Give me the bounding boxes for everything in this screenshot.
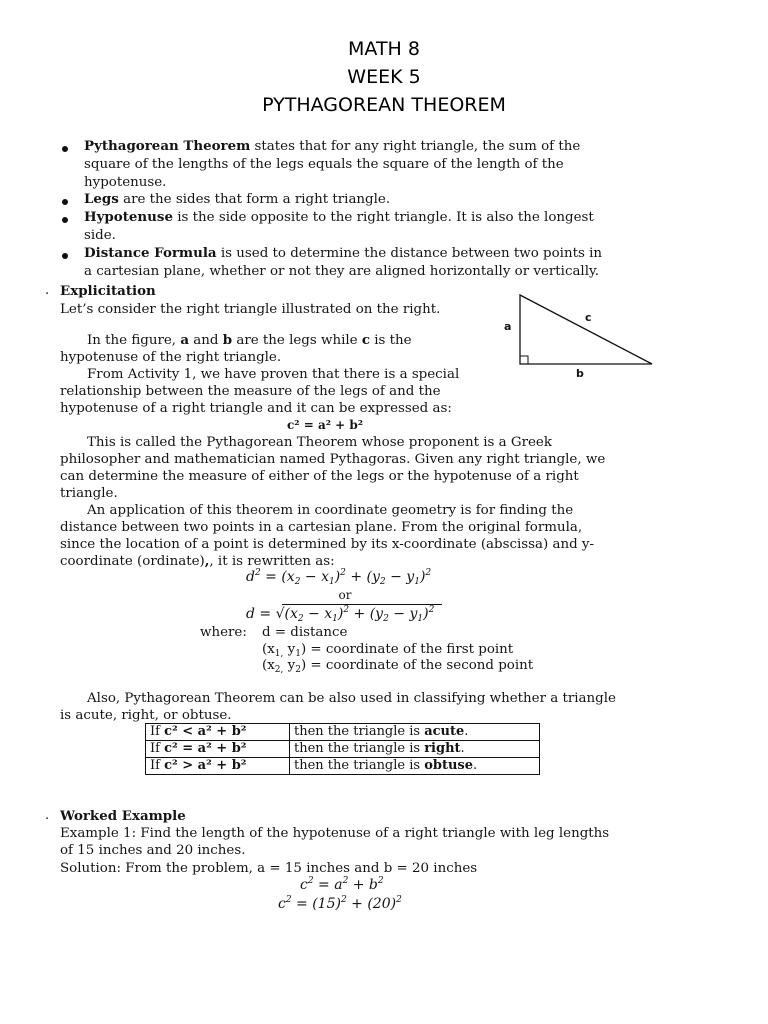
paragraph-line: triangle. — [60, 486, 118, 501]
solution-equation: $c^2 = a^2 + b^2$ — [300, 876, 384, 893]
where-label: where: — [200, 625, 247, 640]
paragraph-line: In the figure, a and b are the legs while c is the — [87, 332, 412, 348]
table-cell-condition: If c² > a² + b² — [146, 758, 290, 775]
table-cell-condition: If c² = a² + b² — [146, 741, 290, 758]
definition-item — [84, 209, 594, 227]
paragraph-line: relationship between the measure of the legs of and the — [60, 384, 441, 399]
bullet-dot-icon — [62, 146, 68, 152]
table-row — [146, 724, 540, 741]
or-label: or — [338, 588, 352, 602]
paragraph-line: since the location of a point is determined by its x-coordinate (abscissa) and y- — [60, 537, 594, 552]
definition-text: is the side opposite to the right triangle. It is also the longest — [172, 210, 594, 225]
paragraph-line: of 15 inches and 20 inches. — [60, 843, 246, 858]
definition-term: Distance Formula — [84, 245, 217, 261]
where-second-point: ($x_{2,}$ $y_2$) = coordinate of the second point — [262, 658, 534, 675]
definition-item — [84, 191, 390, 209]
paragraph-line: An application of this theorem in coordinate geometry is for finding the — [87, 503, 574, 518]
definition-text: is used to determine the distance between two points in — [216, 246, 602, 261]
table-cell-result: then the triangle is right. — [290, 741, 540, 758]
right-angle-marker — [520, 356, 528, 364]
triangle-label-a: a — [504, 320, 512, 333]
solution-equation: $c^2 = (15)^2 + (20)^2$ — [278, 895, 402, 912]
paragraph-line: Example 1: Find the length of the hypotenuse of a right triangle with leg lengths — [60, 826, 610, 841]
table-cell-result: then the triangle is acute. — [290, 724, 540, 741]
definition-text: a cartesian plane, whether or not they are aligned horizontally or vertically. — [84, 264, 600, 279]
where-distance: d = distance — [262, 625, 348, 640]
paragraph-line: Also, Pythagorean Theorem can be also used in classifying whether a triangle — [87, 691, 616, 706]
definition-text: are the sides that form a right triangle. — [118, 192, 391, 207]
triangle-classification-table — [145, 723, 540, 775]
definition-text: square of the lengths of the legs equals the square of the length of the — [84, 157, 564, 172]
paragraph-line: philosopher and mathematician named Pythagoras. Given any right triangle, we — [60, 452, 606, 467]
table-cell-result: then the triangle is obtuse. — [290, 758, 540, 775]
table-cell-condition: If c² < a² + b² — [146, 724, 290, 741]
definition-text: side. — [84, 228, 116, 243]
triangle-label-c: c — [585, 311, 592, 324]
distance-formula-squared: $d^2 = (x_2 - x_1)^2 + (y_2 - y_1)^2$ — [246, 568, 432, 587]
definition-text: states that for any right triangle, the sum of the — [250, 139, 581, 154]
header-topic: PYTHAGOREAN THEOREM — [262, 94, 506, 116]
paragraph-line: From Activity 1, we have proven that there is a special — [87, 367, 460, 382]
table-row — [146, 741, 540, 758]
paragraph-line: hypotenuse of a right triangle and it can be expressed as: — [60, 401, 452, 416]
sqrt-overline — [282, 604, 442, 605]
paragraph-line: hypotenuse of the right triangle. — [60, 350, 282, 365]
definition-item — [84, 245, 602, 263]
paragraph-line: can determine the measure of either of the legs or the hypotenuse of a right — [60, 469, 579, 484]
where-first-point: ($x_{1,}$ $y_1$) = coordinate of the first point — [262, 642, 514, 659]
bullet-dot-icon — [62, 199, 68, 205]
bullet-dot-icon — [62, 217, 68, 223]
definition-text: hypotenuse. — [84, 175, 167, 190]
paragraph-line: distance between two points in a cartesian plane. From the original formula, — [60, 520, 583, 535]
section-bullet: . — [45, 808, 50, 823]
section-heading-worked-example: Worked Example — [60, 808, 186, 824]
paragraph-line: This is called the Pythagorean Theorem whose proponent is a Greek — [87, 435, 552, 450]
paragraph-line: is acute, right, or obtuse. — [60, 708, 232, 723]
paragraph-line: Let’s consider the right triangle illustrated on the right. — [60, 302, 441, 317]
section-bullet: . — [45, 283, 50, 298]
definition-item — [84, 138, 580, 156]
solution-line: Solution: From the problem, a = 15 inches and b = 20 inches — [60, 861, 478, 876]
triangle-label-b: b — [576, 367, 584, 380]
triangle-shape — [520, 295, 652, 364]
definition-term: Pythagorean Theorem — [84, 138, 251, 154]
section-heading-explicitation: Explicitation — [60, 283, 156, 299]
pythagorean-formula: c² = a² + b² — [286, 418, 364, 432]
paragraph-line: coordinate (ordinate),, it is rewritten as: — [60, 553, 335, 569]
header-subject: MATH 8 — [348, 38, 420, 60]
definition-term: Hypotenuse — [84, 209, 173, 225]
definition-term: Legs — [84, 191, 119, 207]
table-row — [146, 758, 540, 775]
header-week: WEEK 5 — [347, 66, 421, 88]
bullet-dot-icon — [62, 253, 68, 259]
distance-formula-root: $d = √(x_2 - x_1)^2 + (y_2 - y_1)^2$ — [246, 605, 435, 624]
